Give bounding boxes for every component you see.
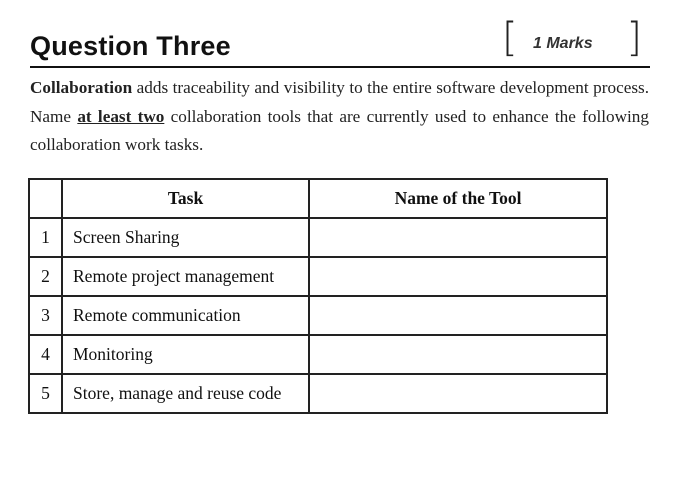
- table-row: [29, 296, 607, 335]
- row-tool-cell[interactable]: [309, 257, 607, 296]
- table-header-row: [29, 179, 607, 218]
- row-number: 1: [29, 218, 62, 257]
- row-number: 5: [29, 374, 62, 413]
- marks-badge: [502, 15, 642, 61]
- table-row: [29, 335, 607, 374]
- row-number: 3: [29, 296, 62, 335]
- emphasis-text: at least two: [77, 106, 165, 126]
- right-bracket-icon: ]: [626, 15, 642, 61]
- header-task: Task: [62, 179, 309, 218]
- table-row: [29, 374, 607, 413]
- row-task: Remote communication: [62, 296, 309, 335]
- question-title: Question Three: [30, 31, 231, 61]
- question-paragraph: [30, 74, 649, 160]
- paragraph-text-2: collaboration tools that are currently used to enhance the following collaboration work tasks.: [30, 106, 649, 154]
- row-tool-cell[interactable]: [309, 374, 607, 413]
- paragraph-text-1: adds traceability and visibility to the entire software development process. Name: [30, 78, 649, 126]
- row-number: 4: [29, 335, 62, 374]
- row-task: Remote project management: [62, 257, 309, 296]
- header-number: [29, 179, 62, 218]
- row-task: Store, manage and reuse code: [62, 374, 309, 413]
- row-task: Screen Sharing: [62, 218, 309, 257]
- header-tool: Name of the Tool: [309, 179, 607, 218]
- task-table: [28, 178, 608, 414]
- table-row: [29, 257, 607, 296]
- lead-term: Collaboration: [30, 78, 133, 97]
- left-bracket-icon: [: [502, 15, 518, 61]
- row-tool-cell[interactable]: [309, 218, 607, 257]
- row-tool-cell[interactable]: [309, 296, 607, 335]
- row-tool-cell[interactable]: [309, 335, 607, 374]
- row-task: Monitoring: [62, 335, 309, 374]
- marks-label: 1 Marks: [533, 35, 593, 52]
- table-row: [29, 218, 607, 257]
- row-number: 2: [29, 257, 62, 296]
- question-header: [30, 15, 650, 68]
